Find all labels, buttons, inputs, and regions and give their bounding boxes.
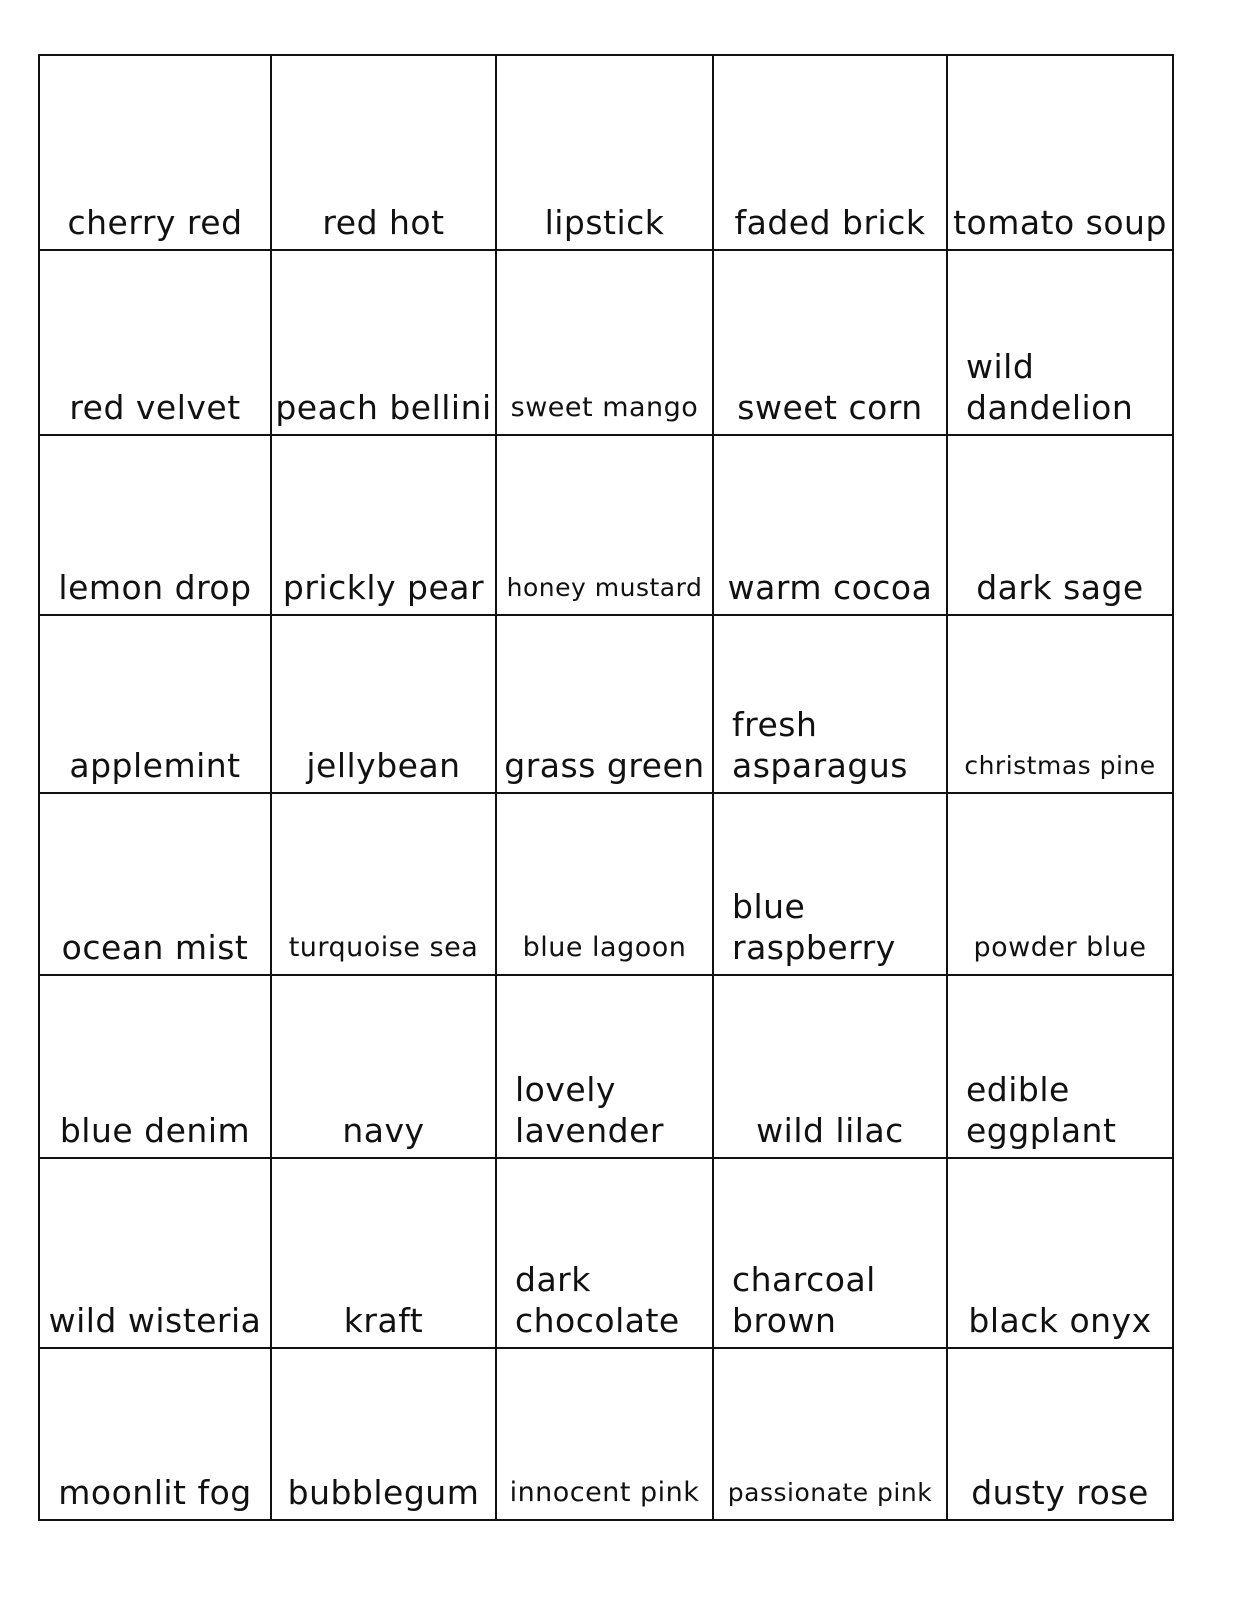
color-label: grass green [504,746,705,785]
color-label: powder blue [973,932,1147,963]
color-label: bubblegum [287,1473,480,1512]
grid-cell [714,1159,948,1349]
grid-cell [714,56,948,251]
grid-cell [272,616,497,794]
grid-cell [948,1349,1172,1519]
grid-cell [948,436,1172,616]
color-label: fresh asparagus [732,705,908,785]
grid-cell [40,436,272,616]
color-label: sweet corn [737,388,923,427]
color-label: red velvet [69,388,241,427]
grid-cell [272,1159,497,1349]
color-label: kraft [343,1301,424,1340]
grid-cell [948,251,1172,436]
color-label: blue lagoon [522,932,687,963]
grid-cell [272,976,497,1159]
grid-cell [272,251,497,436]
grid-cell [714,794,948,976]
color-label: cherry red [67,203,243,242]
grid-cell [714,251,948,436]
grid-cell [497,251,714,436]
color-label: wild dandelion [966,347,1134,427]
grid-cell [714,1349,948,1519]
color-label: black onyx [968,1301,1152,1340]
grid-cell [497,56,714,251]
grid-cell [948,616,1172,794]
grid-cell [497,616,714,794]
color-label: dark chocolate [515,1260,680,1340]
color-label: wild wisteria [48,1301,262,1340]
grid-cell [948,976,1172,1159]
color-label: sweet mango [510,392,699,423]
color-label: honey mustard [506,573,703,602]
grid-cell [40,1349,272,1519]
color-label: moonlit fog [58,1473,252,1512]
color-label: turquoise sea [288,932,479,963]
color-label: charcoal brown [732,1260,876,1340]
grid-cell [40,251,272,436]
color-label: christmas pine [964,751,1156,780]
grid-cell [40,56,272,251]
color-label: red hot [322,203,445,242]
color-label: wild lilac [756,1111,904,1150]
color-label: warm cocoa [727,568,933,607]
color-label: jellybean [306,746,461,785]
grid-cell [272,56,497,251]
grid-cell [948,56,1172,251]
grid-cell [272,436,497,616]
grid-cell [40,794,272,976]
grid-cell [948,794,1172,976]
grid-cell [714,436,948,616]
color-label: peach bellini [275,388,492,427]
color-label: faded brick [734,203,926,242]
color-label: lemon drop [58,568,252,607]
grid-cell [948,1159,1172,1349]
grid-cell [40,1159,272,1349]
color-label: dark sage [976,568,1144,607]
grid-cell [40,976,272,1159]
grid-cell [272,1349,497,1519]
grid-cell [497,794,714,976]
color-label: ocean mist [61,928,249,967]
grid-cell [714,616,948,794]
color-label: prickly pear [282,568,485,607]
color-name-grid [38,54,1174,1521]
color-label: lipstick [544,203,665,242]
color-label: tomato soup [953,203,1167,242]
grid-cell [497,1159,714,1349]
color-label: dusty rose [971,1473,1149,1512]
grid-cell [272,794,497,976]
grid-cell [40,616,272,794]
color-label: blue raspberry [732,887,896,967]
color-label: passionate pink [727,1478,933,1507]
grid-cell [497,436,714,616]
grid-cell [497,1349,714,1519]
color-label: blue denim [59,1111,251,1150]
color-label: navy [342,1111,425,1150]
color-label: lovely lavender [515,1070,664,1150]
color-label: applemint [69,746,241,785]
grid-cell [497,976,714,1159]
grid-cell [714,976,948,1159]
color-label: edible eggplant [966,1070,1117,1150]
color-label: innocent pink [509,1477,700,1508]
